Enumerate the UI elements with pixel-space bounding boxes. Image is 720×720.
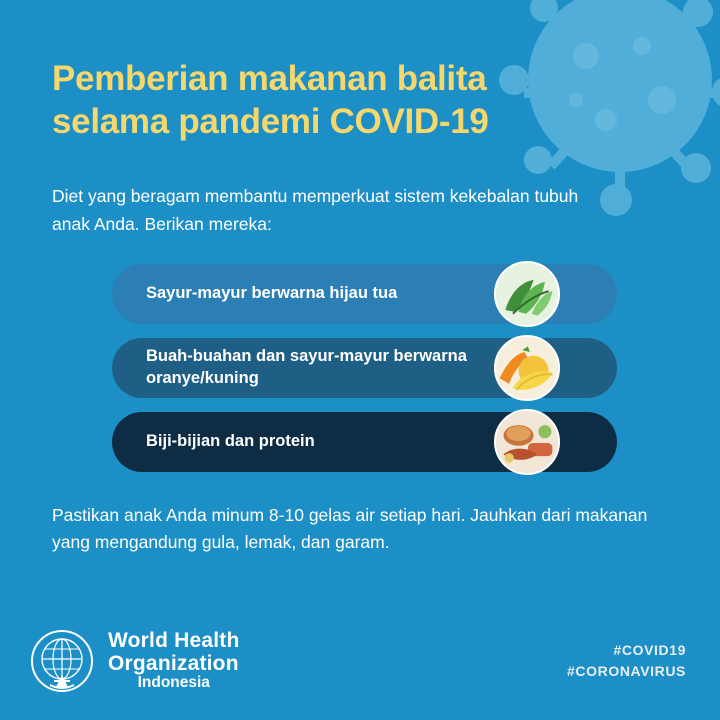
list-item <box>52 412 668 472</box>
who-country: Indonesia <box>137 674 210 692</box>
headline-line-2: selama pandemi COVID-19 <box>52 101 489 141</box>
who-line-1: World Health <box>108 628 240 652</box>
who-emblem-icon <box>30 629 94 693</box>
page-title <box>52 58 612 143</box>
intro-text: Diet yang beragam membantu memperkuat sistem kekebalan tubuh anak Anda. Berikan mereka: <box>52 186 579 234</box>
outro-text: Pastikan anak Anda minum 8-10 gelas air setiap hari. Jauhkan dari makanan yang mengandung gula, lemak, dan garam. <box>52 504 648 552</box>
leafy-greens-icon <box>494 261 560 327</box>
who-logo-text <box>108 630 240 692</box>
grains-protein-icon <box>494 409 560 475</box>
hashtag-coronavirus: #CORONAVIRUS <box>567 663 686 679</box>
footer <box>0 602 720 720</box>
list-item <box>52 338 668 398</box>
who-logo <box>30 629 240 693</box>
list-item <box>52 264 668 324</box>
headline-line-1: Pemberian makanan balita <box>52 59 487 98</box>
food-group-list <box>52 264 668 472</box>
hashtag-covid19: #COVID19 <box>613 642 686 658</box>
food-group-label-1: Sayur-mayur berwarna hijau tua <box>146 283 398 302</box>
orange-yellow-produce-icon <box>494 335 560 401</box>
hashtags <box>567 640 686 682</box>
food-group-label-2: Buah-buahan dan sayur-mayur berwarna oranye/kuning <box>146 347 467 387</box>
food-group-label-3: Biji-bijian dan protein <box>146 431 315 450</box>
who-line-2: Organization <box>108 651 239 675</box>
